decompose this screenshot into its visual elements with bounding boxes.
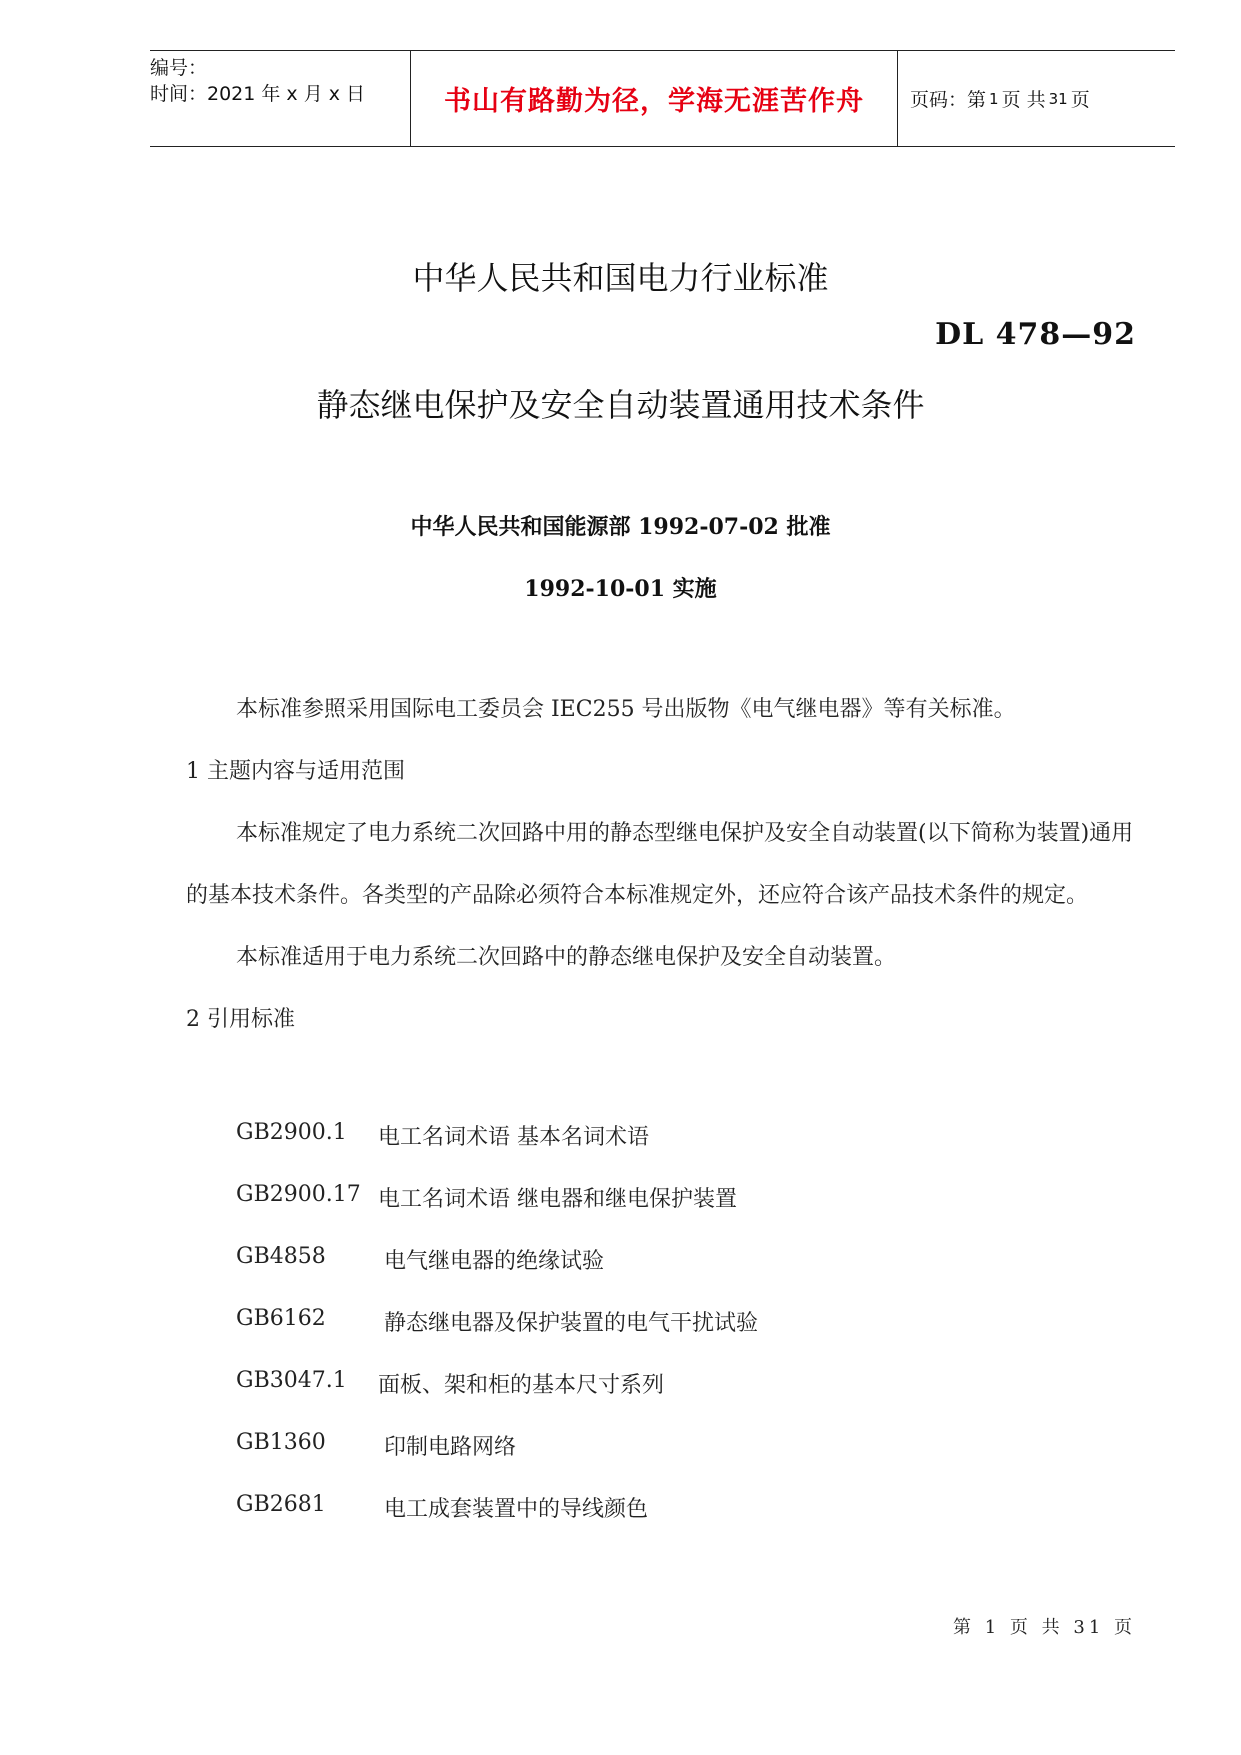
reference-item [236,1244,1036,1306]
reference-title: 电工名词术语 基本名词术语 [378,1125,649,1150]
reference-code: GB2900.17 [236,1182,361,1207]
approval-line: 中华人民共和国能源部 1992-07-02 批准 [410,514,831,540]
reference-code: GB3047.1 [236,1368,347,1393]
header-page-prefix: 页码：第 [910,89,987,111]
reference-title: 静态继电器及保护装置的电气干扰试验 [384,1311,759,1336]
reference-item [236,1182,1036,1244]
section-1-paragraph-2: 本标准适用于电力系统二次回路中的静态继电保护及安全自动装置。 [236,945,897,970]
header-time-label: 时间：2021 年 x 月 x 日 [150,83,366,105]
document-subtitle: 静态继电保护及安全自动装置通用技术条件 [316,386,925,424]
reference-code: GB2900.1 [236,1120,347,1145]
reference-list [236,1120,1036,1554]
header-page-mid: 页 共 [1001,89,1046,111]
reference-item [236,1120,1036,1182]
reference-code: GB1360 [236,1430,326,1455]
reference-code: GB2681 [236,1492,326,1517]
section-1-paragraph-1: 本标准规定了电力系统二次回路中用的静态型继电保护及安全自动装置(以下简称为装置)通用的基本技术条件。各类型的产品除必须符合本标准规定外，还应符合该产品技术条件的规定。 [186,821,1134,908]
reference-item [236,1430,1036,1492]
page-header [150,50,1175,147]
reference-title: 电气继电器的绝缘试验 [384,1249,605,1274]
implementation-line: 1992-10-01 实施 [524,576,717,602]
header-page-current: 1 [989,89,999,108]
header-page-info [898,51,1187,146]
page-footer: 第 1 页 共 31 页 [953,1617,1136,1638]
document-title: 中华人民共和国电力行业标准 [412,259,829,297]
header-number-label: 编号： [150,57,208,79]
reference-title: 电工成套装置中的导线颜色 [384,1497,649,1522]
reference-title: 面板、架和柜的基本尺寸系列 [378,1373,665,1398]
header-page-total: 31 [1048,89,1068,108]
reference-item [236,1492,1036,1554]
reference-title: 电工名词术语 继电器和继电保护装置 [378,1187,737,1212]
reference-code: GB4858 [236,1244,326,1269]
header-info [150,51,410,150]
section-2-heading: 2 引用标准 [186,1007,295,1032]
reference-item [236,1306,1036,1368]
header-page-suffix: 页 [1070,89,1090,111]
document-code: DL 478—92 [935,317,1136,352]
intro-paragraph: 本标准参照采用国际电工委员会 IEC255 号出版物《电气继电器》等有关标准。 [236,697,1016,722]
body-text [186,679,1146,1051]
header-motto: 书山有路勤为径，学海无涯苦作舟 [410,51,898,146]
section-1-heading: 1 主题内容与适用范围 [186,759,405,784]
reference-code: GB6162 [236,1306,326,1331]
reference-item [236,1368,1036,1430]
reference-title: 印制电路网络 [384,1435,517,1460]
